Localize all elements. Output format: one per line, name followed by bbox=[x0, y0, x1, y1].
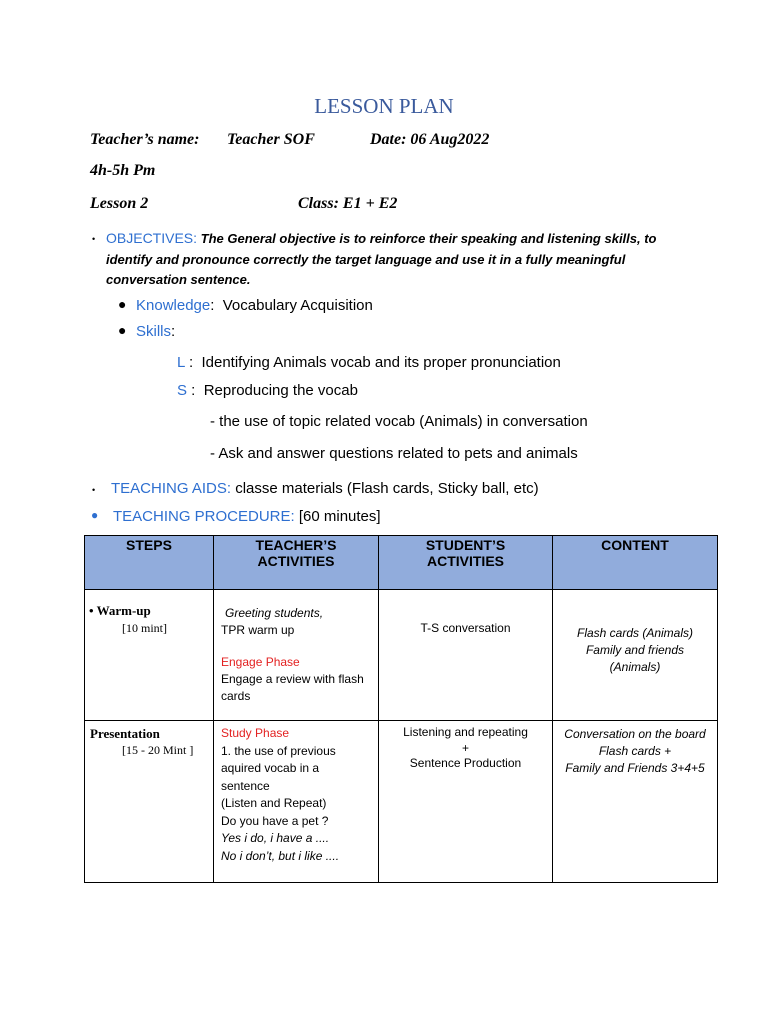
header-steps: STEPS bbox=[85, 536, 214, 590]
objectives-block bbox=[106, 228, 666, 291]
lesson-number: Lesson 2 bbox=[90, 195, 149, 212]
content-cell: Conversation on the board Flash cards + Family and Friends 3+4+5 bbox=[553, 721, 718, 883]
teaching-aids-label: TEACHING AIDS: bbox=[111, 480, 232, 497]
teaching-procedure-line bbox=[113, 508, 381, 525]
table-header-row bbox=[85, 536, 718, 590]
skill-sub-item: - Ask and answer questions related to pets and animals bbox=[210, 445, 578, 462]
s-label: S bbox=[177, 382, 188, 399]
phase-label: Study Phase bbox=[221, 726, 290, 740]
phase-label: Engage Phase bbox=[221, 655, 300, 669]
step-duration: [15 - 20 Mint ] bbox=[122, 743, 194, 757]
step-name: Warm-up bbox=[96, 603, 151, 618]
student-activity-cell: T-S conversation bbox=[379, 590, 553, 721]
step-cell bbox=[85, 721, 214, 883]
objectives-label: OBJECTIVES: bbox=[106, 230, 198, 246]
lesson-time: 4h-5h Pm bbox=[90, 162, 156, 179]
header-student-activities: STUDENT’S ACTIVITIES bbox=[379, 536, 553, 590]
skills-line: Skills: bbox=[136, 323, 176, 340]
listening-skill: L : Identifying Animals vocab and its proper pronunciation bbox=[177, 354, 561, 371]
step-duration: [10 mint] bbox=[122, 621, 167, 635]
l-label: L bbox=[177, 354, 185, 371]
step-cell: • Warm-up [10 mint] bbox=[85, 590, 214, 721]
speaking-skill: S : Reproducing the vocab bbox=[177, 382, 358, 399]
knowledge-value: Vocabulary Acquisition bbox=[222, 297, 373, 314]
teaching-aids-value: classe materials (Flash cards, Sticky ball, etc) bbox=[235, 480, 539, 497]
skills-label: Skills bbox=[136, 323, 172, 340]
bullet-icon: ● bbox=[91, 508, 99, 522]
l-text: Identifying Animals vocab and its proper pronunciation bbox=[201, 354, 561, 371]
content-cell: Flash cards (Animals) Family and friends (Animals) bbox=[553, 590, 718, 721]
procedure-table bbox=[84, 535, 718, 883]
teacher-name-value: Teacher SOF bbox=[227, 131, 315, 148]
student-activity-cell: Listening and repeating + Sentence Production bbox=[379, 721, 553, 883]
bullet-icon: • bbox=[92, 485, 96, 495]
bullet-icon: ● bbox=[118, 296, 127, 312]
teaching-procedure-value: [60 minutes] bbox=[298, 508, 381, 525]
page-title: LESSON PLAN bbox=[314, 94, 454, 118]
skill-sub-item: - the use of topic related vocab (Animals) in conversation bbox=[210, 413, 588, 430]
teacher-activity-cell: Greeting students, TPR warm up Engage Phase Engage a review with flash cards bbox=[214, 590, 379, 721]
table-row bbox=[85, 590, 718, 721]
teaching-procedure-label: TEACHING PROCEDURE: bbox=[113, 508, 295, 525]
teacher-name-label: Teacher’s name: bbox=[90, 131, 200, 148]
bullet-icon: • bbox=[92, 234, 96, 244]
teaching-aids-line bbox=[111, 480, 539, 497]
objectives-text: The General objective is to reinforce their speaking and listening skills, to identify and pronounce correctly the target language and use it in a fully meaningful conversation sentence. bbox=[106, 231, 657, 287]
knowledge-label: Knowledge bbox=[136, 297, 211, 314]
step-name: Presentation bbox=[90, 726, 160, 741]
header-content: CONTENT bbox=[553, 536, 718, 590]
bullet-icon: ● bbox=[118, 322, 127, 338]
s-text: Reproducing the vocab bbox=[203, 382, 358, 399]
table-row bbox=[85, 721, 718, 883]
knowledge-line: Knowledge: Vocabulary Acquisition bbox=[136, 297, 373, 314]
header-teacher-activities: TEACHER’S ACTIVITIES bbox=[214, 536, 379, 590]
lesson-date: Date: 06 Aug2022 bbox=[370, 131, 490, 148]
class-name: Class: E1 + E2 bbox=[298, 195, 398, 212]
teacher-activity-cell: Study Phase 1. the use of previous aquired vocab in a sentence (Listen and Repeat) Do you have a pet ? Yes i do, i have a .... No i don’t, but i like .... bbox=[214, 721, 379, 883]
